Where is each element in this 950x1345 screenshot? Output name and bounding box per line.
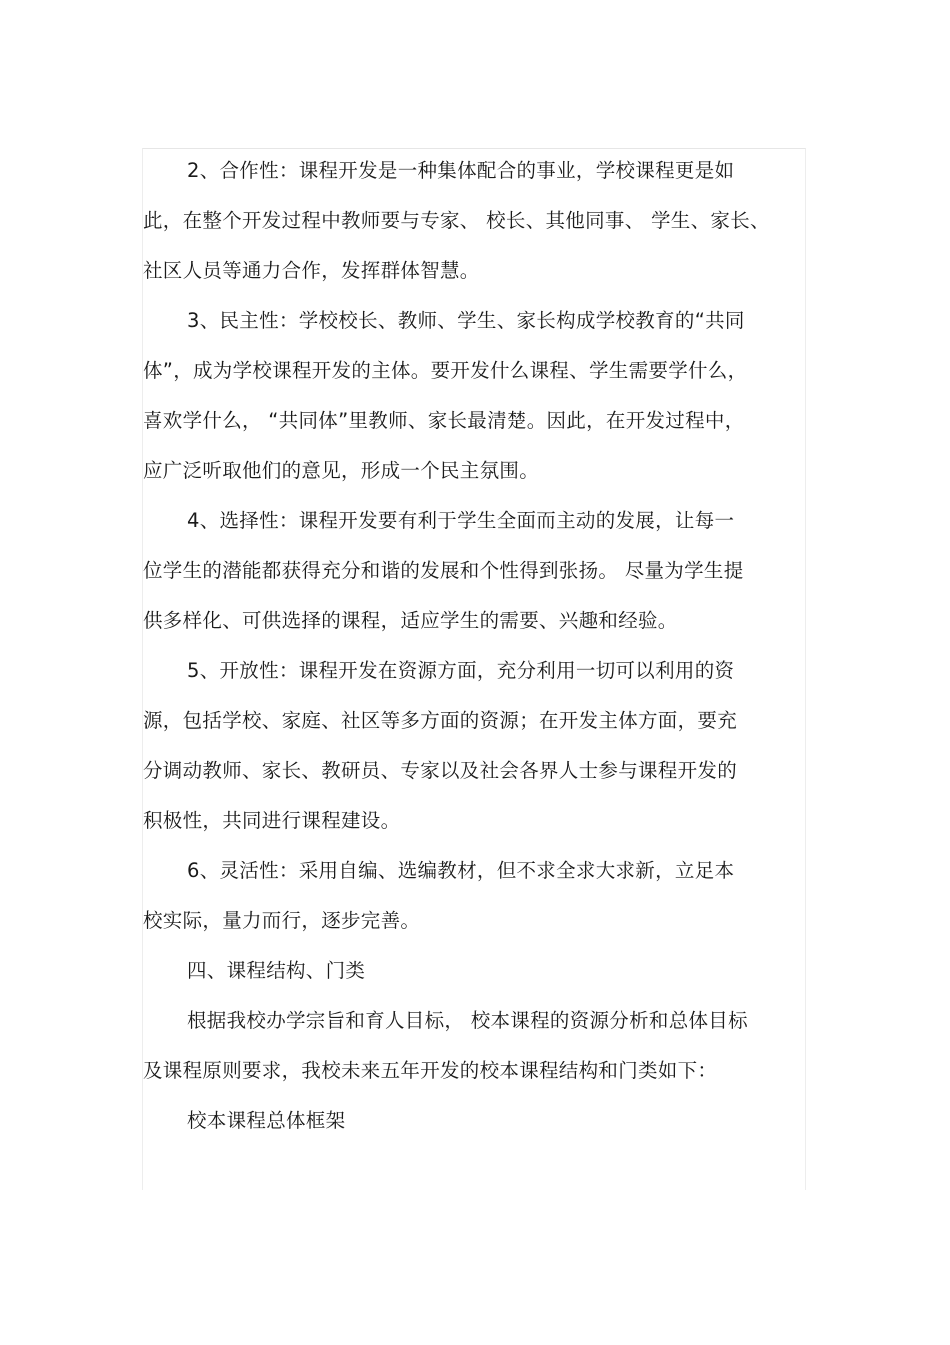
para-openness-line-4: 积极性，共同进行课程建设。 [143, 809, 401, 832]
para-structure-line-2: 及课程原则要求，我校未来五年开发的校本课程结构和门类如下： [143, 1059, 718, 1082]
para-cooperation-line-3: 社区人员等通力合作，发挥群体智慧。 [143, 259, 480, 282]
para-democracy-line-2: 体”，成为学校课程开发的主体。要开发什么课程、学生需要学什么， [143, 359, 748, 382]
para-democracy-line-1: 3、民主性：学校校长、教师、学生、家长构成学校教育的“共同 [187, 309, 745, 332]
para-flexibility-line-2: 校实际，量力而行，逐步完善。 [143, 909, 421, 932]
para-openness-line-3: 分调动教师、家长、教研员、专家以及社会各界人士参与课程开发的 [143, 759, 738, 782]
para-selectivity-line-1: 4、选择性：课程开发要有利于学生全面而主动的发展，让每一 [187, 509, 735, 532]
para-democracy-line-3: 喜欢学什么， “共同体”里教师、家长最清楚。因此，在开发过程中， [143, 409, 745, 432]
framework-title: 校本课程总体框架 [187, 1109, 346, 1132]
section-heading-structure: 四、课程结构、门类 [187, 959, 366, 982]
para-openness-line-2: 源，包括学校、家庭、社区等多方面的资源；在开发主体方面，要充 [143, 709, 738, 732]
para-cooperation-line-2: 此，在整个开发过程中教师要与专家、 校长、其他同事、 学生、家长、 [143, 209, 770, 232]
para-structure-line-1: 根据我校办学宗旨和育人目标， 校本课程的资源分析和总体目标 [187, 1009, 748, 1032]
para-selectivity-line-3: 供多样化、可供选择的课程，适应学生的需要、兴趣和经验。 [143, 609, 678, 632]
para-democracy-line-4: 应广泛听取他们的意见，形成一个民主氛围。 [143, 459, 540, 482]
para-openness-line-1: 5、开放性：课程开发在资源方面，充分利用一切可以利用的资 [187, 659, 735, 682]
para-selectivity-line-2: 位学生的潜能都获得充分和谐的发展和个性得到张扬。 尽量为学生提 [143, 559, 744, 582]
para-cooperation-line-1: 2、合作性：课程开发是一种集体配合的事业，学校课程更是如 [187, 159, 735, 182]
para-flexibility-line-1: 6、灵活性：采用自编、选编教材，但不求全求大求新，立足本 [187, 859, 735, 882]
